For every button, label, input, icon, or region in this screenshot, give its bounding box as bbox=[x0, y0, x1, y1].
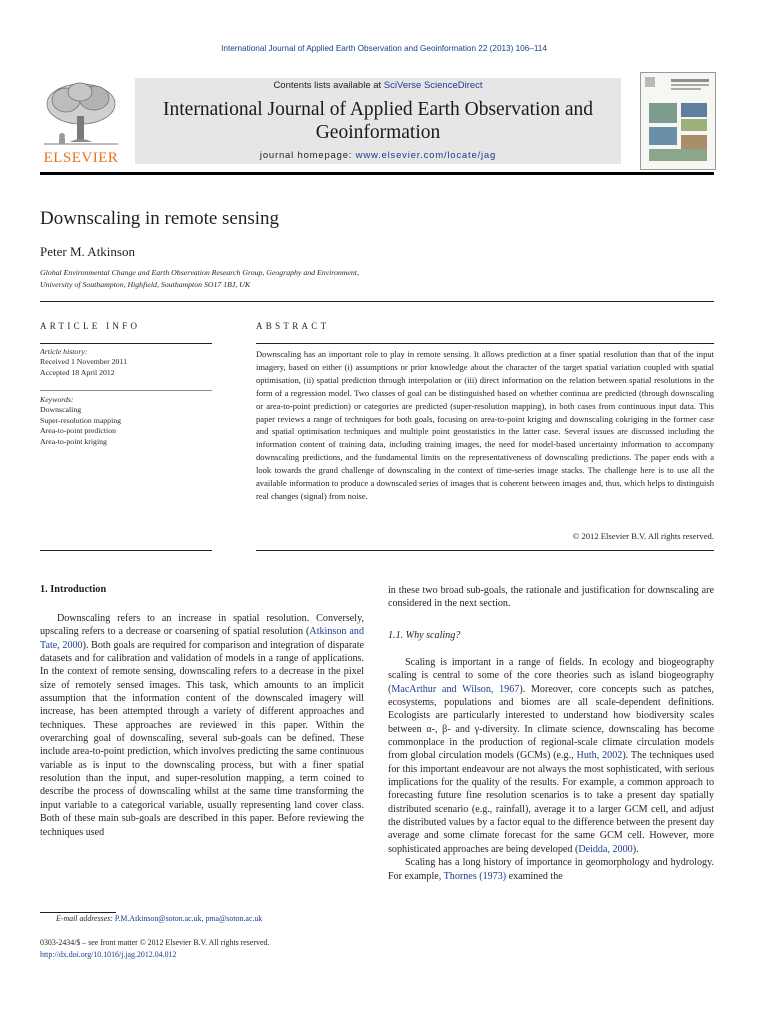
copyright-notice: © 2012 Elsevier B.V. All rights reserved. bbox=[572, 531, 714, 541]
article-info-heading: ARTICLE INFO bbox=[40, 321, 141, 331]
text-run: ). bbox=[632, 843, 639, 855]
text-run: ). The techniques used for this important endeavour are not always the most sophisticated, with serious implications for the quality of the results. For example, a common approach to forecasting future fine resolution scenarios is to take a present day spatially distributed scenario (e.g., rainfall), average it to a larger GCM cell, and adjust the distributed values by a factor equal to the difference between the present day average and some climate forecast for the same GCM cell. However, more sophisticated approaches are being developed ( bbox=[388, 750, 714, 855]
banner-rule bbox=[40, 172, 714, 175]
history-divider bbox=[40, 390, 212, 391]
text-run: Scaling is important in a range of fields. In ecology and biogeography scaling is central to some of the core theories such as island biogeography ( bbox=[388, 657, 714, 695]
article-history bbox=[40, 347, 212, 378]
citation-link[interactable]: Atkinson and Tate, 2000 bbox=[40, 626, 364, 651]
contents-availability bbox=[135, 80, 621, 91]
section-heading-introduction: 1. Introduction bbox=[40, 584, 107, 595]
article-info-bottom-rule bbox=[40, 550, 212, 551]
publisher-logo-text: ELSEVIER bbox=[43, 150, 119, 166]
received-date: Received 1 November 2011 bbox=[40, 357, 127, 367]
affiliation-line-2: University of Southampton, Highfield, Southampton SO17 1BJ, UK bbox=[40, 279, 251, 289]
abstract-bottom-rule bbox=[256, 550, 714, 551]
keyword-item: Downscaling bbox=[40, 405, 82, 415]
journal-title bbox=[135, 98, 621, 144]
author-name: Peter M. Atkinson bbox=[40, 244, 135, 259]
text-run: Downscaling refers to an increase in spatial resolution. Conversely, upscaling refers to a decrease or coarsening of spatial resolution ( bbox=[40, 613, 364, 638]
paragraph bbox=[388, 656, 714, 856]
keyword-item: Super-resolution mapping bbox=[40, 415, 122, 425]
article-title: Downscaling in remote sensing bbox=[40, 208, 280, 229]
accepted-date: Accepted 18 April 2012 bbox=[40, 367, 115, 377]
sciencedirect-link[interactable]: SciVerse ScienceDirect bbox=[383, 80, 483, 91]
paragraph bbox=[388, 856, 714, 883]
subsection-heading-why-scaling: 1.1. Why scaling? bbox=[388, 630, 461, 641]
keyword-item: Area-to-point prediction bbox=[40, 426, 116, 436]
journal-title-line-1: International Journal of Applied Earth Observation and bbox=[163, 99, 593, 120]
text-run: examined the bbox=[506, 870, 563, 882]
history-label: Article history: bbox=[40, 347, 88, 356]
journal-cover-thumbnail bbox=[640, 72, 716, 170]
citation-link[interactable]: Thornes (1973) bbox=[443, 870, 507, 882]
footnote-rule bbox=[40, 912, 116, 913]
contents-prefix: Contents lists available at bbox=[273, 80, 384, 91]
keywords-label: Keywords: bbox=[40, 395, 74, 404]
keyword-item: Area-to-point kriging bbox=[40, 436, 107, 446]
affiliation-line-1: Global Environmental Change and Earth Observation Research Group, Geography and Environment, bbox=[40, 268, 359, 277]
citation-link[interactable]: Deidda, 2000 bbox=[578, 843, 633, 855]
homepage-prefix: journal homepage: bbox=[259, 150, 356, 161]
author-affiliation bbox=[40, 267, 640, 290]
issn-line: 0303-2434/$ – see front matter © 2012 Elsevier B.V. All rights reserved. bbox=[40, 938, 270, 947]
body-column-left bbox=[40, 612, 364, 839]
keywords-block bbox=[40, 395, 212, 447]
text-run: ). Moreover, core concepts such as patches, ecosystems, populations and biomes are all scale-dependent definitions. Ecologists are particularly interested to understand how biodiversity scales between α-, β- and γ-diversity. In climate science, downscaling has become commonplace in the production of regional-scale climate circulation models from global circulation models (GCMs) (e.g., bbox=[388, 683, 714, 762]
citation-link[interactable]: Huth, 2002 bbox=[576, 750, 623, 762]
text-run: ). Both goals are required for comparison and integration of disparate datasets and for calibration and validation of models in a range of applications. In the context of remote sensing, downscaling refers to a decrease in the pixel size of remotely sensed images. This task, which amounts to an implicit assumption that the information content of the downscaled imagery will increase, has been attempted through a variety of different approaches and techniques. These approaches are reviewed in this paper. Within the overarching goal of downscaling, several sub-goals can be defined. These include area-to-point prediction, which involves predicting the same continuous variable as is input to the downscaling process, but with a finer spatial resolution than the input, and super-resolution mapping, a term coined to describe the process of downscaling whilst at the same time transforming the input variable to a categorical variable, usually representing land cover class. Both of these main sub-goals are described in this paper. Before reviewing the techniques used bbox=[40, 639, 364, 838]
body-column-right bbox=[388, 656, 714, 883]
homepage-link[interactable]: www.elsevier.com/locate/jag bbox=[355, 150, 497, 161]
email-label: E-mail addresses: bbox=[56, 914, 115, 923]
journal-homepage bbox=[135, 150, 621, 161]
paragraph bbox=[40, 612, 364, 839]
citation-link[interactable]: MacArthur and Wilson, 1967 bbox=[391, 683, 520, 695]
journal-citation[interactable]: International Journal of Applied Earth Observation and Geoinformation 22 (2013) 106–114 bbox=[221, 44, 547, 53]
abstract-rule bbox=[256, 343, 714, 344]
doi-link[interactable]: http://dx.doi.org/10.1016/j.jag.2012.04.012 bbox=[40, 950, 177, 959]
elsevier-tree-icon bbox=[40, 80, 122, 148]
journal-title-line-2: Geoinformation bbox=[315, 122, 441, 143]
title-divider bbox=[40, 301, 714, 302]
abstract-text: Downscaling has an important role to play in remote sensing. It allows prediction at a finer spatial resolution than that of the input imagery, based on either (i) assumptions or prior knowledge about the character of the target spatial variation coupled with spatial optimisation, (ii) spatial prediction through interpolation or (iii) direct information on the relation between spatial resolutions in the form of a regression model. Two classes of goal can be distinguished based on whether continua are predicted (through downscaling or area-to-point prediction) or categories are predicted (super-resolution mapping), in both cases from continuous input data. This paper reviews a range of techniques for both goals, focusing on area-to-point kriging and downscaling cokriging in the former case and spatial optimisation techniques and multiple point geostatistics in the latter case. Several issues are discussed including the information content of training data, including training images, the need for model-based uncertainty information to accompany downscaling predictions, and the fundamental limits on the representativeness of downscaling predictions. The paper ends with a look towards the grand challenge of downscaling in the context of time-series image stacks. The challenge here is to use all the available information to produce a downscaled series of images that is coherent between images and, thus, which helps to distinguish real changes (signal) from noise. bbox=[256, 349, 714, 501]
text-run: Scaling has a long history of importance in geomorphology and hydrology. For example, bbox=[388, 857, 714, 882]
abstract-heading: ABSTRACT bbox=[256, 321, 330, 331]
email-footnote bbox=[56, 914, 262, 923]
email-link[interactable]: P.M.Atkinson@soton.ac.uk, pma@soton.ac.uk bbox=[114, 914, 263, 923]
article-info-rule bbox=[40, 343, 212, 344]
body-column-right-continuation: in these two broad sub-goals, the rationale and justification for downscaling are considered in the next section. bbox=[388, 585, 714, 610]
